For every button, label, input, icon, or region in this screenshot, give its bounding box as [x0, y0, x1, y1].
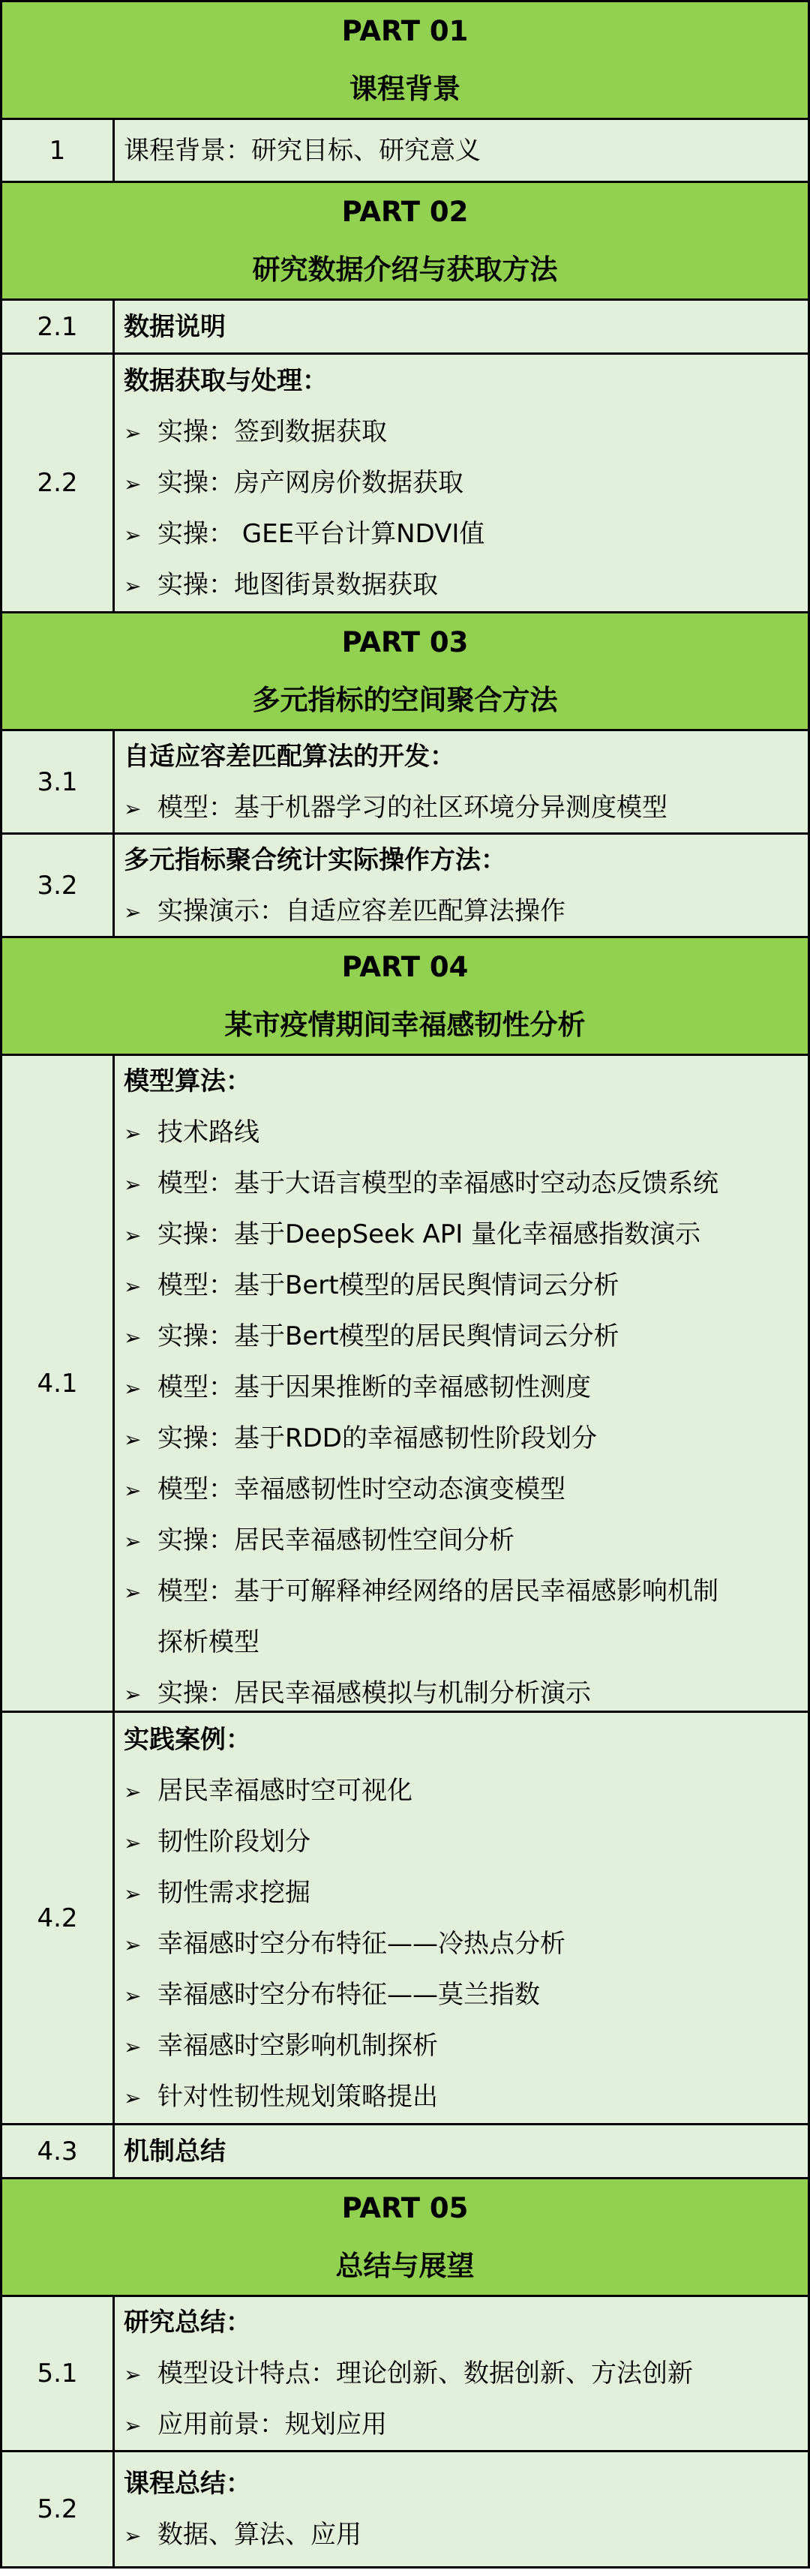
- bullet-item: [124, 1969, 808, 2020]
- item-text: 实践案例：: [124, 1724, 251, 1755]
- bullet-item: [124, 2348, 808, 2399]
- item-text: 模型设计特点：理论创新、数据创新、方法创新: [158, 2359, 693, 2389]
- item-text: 模型：基于可解释神经网络的居民幸福感影响机制: [158, 1576, 718, 1606]
- arrow-bullet-icon: ➢: [124, 2362, 142, 2387]
- part-number: PART 02: [341, 196, 469, 228]
- item-text: 实操：居民幸福感韧性空间分析: [158, 1525, 514, 1555]
- section-heading: [124, 301, 808, 352]
- section-content: [115, 731, 808, 832]
- item-text: 实操：基于RDD的幸福感韧性阶段划分: [158, 1423, 597, 1453]
- section-row: [0, 2297, 810, 2452]
- item-text: 技术路线: [158, 1117, 260, 1147]
- section-content: [115, 1713, 808, 2123]
- part-header: [0, 2179, 810, 2297]
- section-heading: [124, 731, 808, 782]
- bullet-item: [124, 1464, 808, 1515]
- section-number: 5.1: [2, 2297, 115, 2450]
- bullet-item: [124, 1362, 808, 1413]
- bullet-item: [124, 2399, 808, 2450]
- bullet-item: [124, 2071, 808, 2122]
- item-text: 模型：幸福感韧性时空动态演变模型: [158, 1474, 566, 1504]
- bullet-item-continuation: [124, 125, 808, 176]
- bullet-item: [124, 2509, 808, 2560]
- section-content: [115, 2297, 808, 2450]
- bullet-item: [124, 1566, 808, 1617]
- arrow-bullet-icon: ➢: [124, 472, 142, 496]
- bullet-item: [124, 1413, 808, 1464]
- section-row: [0, 2452, 810, 2569]
- arrow-bullet-icon: ➢: [124, 574, 142, 598]
- item-text: 居民幸福感时空可视化: [158, 1775, 412, 1806]
- arrow-bullet-icon: ➢: [124, 1881, 142, 1906]
- section-row: [0, 355, 810, 613]
- part-title: 总结与展望: [335, 2250, 475, 2282]
- section-heading: [124, 835, 808, 886]
- bullet-item: [124, 782, 808, 833]
- section-row: [0, 1713, 810, 2125]
- section-row: [0, 835, 810, 938]
- arrow-bullet-icon: ➢: [124, 2085, 142, 2110]
- item-text: 实操：基于Bert模型的居民舆情词云分析: [158, 1321, 620, 1351]
- bullet-item: [124, 2020, 808, 2071]
- item-text: 数据获取与处理：: [124, 366, 328, 396]
- arrow-bullet-icon: ➢: [124, 1529, 142, 1554]
- section-number: 5.2: [2, 2452, 115, 2566]
- bullet-item: [124, 559, 808, 610]
- bullet-item: [124, 457, 808, 508]
- item-text: 韧性阶段划分: [158, 1826, 310, 1857]
- item-text: 实操演示：自适应容差匹配算法操作: [158, 896, 566, 926]
- section-heading: [124, 1714, 808, 1765]
- arrow-bullet-icon: ➢: [124, 796, 142, 821]
- arrow-bullet-icon: ➢: [124, 1274, 142, 1299]
- section-number: 4.3: [2, 2125, 115, 2177]
- item-text: 幸福感时空分布特征——莫兰指数: [158, 1979, 540, 2010]
- section-row: [0, 731, 810, 835]
- bullet-item-continuation: [124, 1617, 808, 1668]
- part-title: 某市疫情期间幸福感韧性分析: [224, 1009, 586, 1041]
- part-number: PART 01: [341, 15, 469, 47]
- arrow-bullet-icon: ➢: [124, 1223, 142, 1248]
- section-heading: [124, 1056, 808, 1107]
- item-text: 模型：基于机器学习的社区环境分异测度模型: [158, 793, 668, 823]
- item-text: 模型：基于Bert模型的居民舆情词云分析: [158, 1270, 620, 1300]
- arrow-bullet-icon: ➢: [124, 1580, 142, 1605]
- item-text: 幸福感时空分布特征——冷热点分析: [158, 1928, 566, 1959]
- item-text: 多元指标聚合统计实际操作方法：: [124, 845, 506, 875]
- bullet-item: [124, 1260, 808, 1311]
- item-text: 实操：居民幸福感模拟与机制分析演示: [158, 1678, 591, 1708]
- section-content: [115, 120, 808, 181]
- item-text: 探析模型: [158, 1627, 260, 1657]
- item-text: 实操：基于DeepSeek API 量化幸福感指数演示: [158, 1219, 701, 1249]
- section-heading: [124, 355, 808, 406]
- bullet-item: [124, 406, 808, 457]
- arrow-bullet-icon: ➢: [124, 523, 142, 547]
- section-row: [0, 2125, 810, 2179]
- item-text: 模型：基于因果推断的幸福感韧性测度: [158, 1372, 591, 1402]
- item-text: 课程背景：研究目标、研究意义: [124, 135, 481, 166]
- section-number: 1: [2, 120, 115, 181]
- part-header: [0, 0, 810, 120]
- section-content: [115, 2452, 808, 2566]
- item-text: 实操：房产网房价数据获取: [158, 468, 464, 498]
- bullet-item: [124, 508, 808, 559]
- bullet-item: [124, 1107, 808, 1158]
- item-text: 实操： GEE平台计算NDVI值: [158, 519, 485, 549]
- bullet-item: [124, 1515, 808, 1566]
- arrow-bullet-icon: ➢: [124, 1983, 142, 2008]
- section-number: 4.2: [2, 1713, 115, 2123]
- arrow-bullet-icon: ➢: [124, 1830, 142, 1855]
- item-text: 研究总结：: [124, 2308, 251, 2338]
- section-content: [115, 1056, 808, 1711]
- part-title: 课程背景: [350, 73, 460, 105]
- arrow-bullet-icon: ➢: [124, 900, 142, 925]
- section-heading: [124, 2126, 808, 2177]
- arrow-bullet-icon: ➢: [124, 1682, 142, 1707]
- section-heading: [124, 2297, 808, 2348]
- part-number: PART 05: [341, 2192, 469, 2224]
- item-text: 应用前景：规划应用: [158, 2410, 387, 2440]
- part-title: 多元指标的空间聚合方法: [252, 684, 558, 716]
- bullet-item: [124, 1158, 808, 1209]
- bullet-item: [124, 886, 808, 937]
- item-text: 数据说明: [124, 311, 226, 342]
- arrow-bullet-icon: ➢: [124, 2034, 142, 2059]
- bullet-item: [124, 1816, 808, 1867]
- item-text: 数据、算法、应用: [158, 2520, 362, 2550]
- part-header: [0, 183, 810, 301]
- arrow-bullet-icon: ➢: [124, 1932, 142, 1957]
- arrow-bullet-icon: ➢: [124, 1376, 142, 1401]
- item-text: 实操：签到数据获取: [158, 417, 387, 447]
- item-text: 课程总结：: [124, 2469, 251, 2499]
- section-content: [115, 835, 808, 936]
- section-row: [0, 120, 810, 183]
- part-title: 研究数据介绍与获取方法: [252, 253, 558, 286]
- bullet-item: [124, 1311, 808, 1362]
- bullet-item: [124, 1918, 808, 1969]
- section-number: 2.1: [2, 301, 115, 352]
- item-text: 实操：地图街景数据获取: [158, 570, 438, 600]
- arrow-bullet-icon: ➢: [124, 2413, 142, 2438]
- item-text: 幸福感时空影响机制探析: [158, 2030, 438, 2061]
- item-text: 机制总结: [124, 2136, 226, 2167]
- arrow-bullet-icon: ➢: [124, 1779, 142, 1804]
- section-content: [115, 355, 808, 611]
- section-content: [115, 301, 808, 352]
- section-number: 3.2: [2, 835, 115, 936]
- part-number: PART 03: [341, 626, 469, 658]
- bullet-item: [124, 1668, 808, 1719]
- item-text: 自适应容差匹配算法的开发：: [124, 742, 455, 772]
- arrow-bullet-icon: ➢: [124, 1427, 142, 1452]
- part-header: [0, 938, 810, 1056]
- arrow-bullet-icon: ➢: [124, 2524, 142, 2548]
- bullet-item: [124, 1765, 808, 1816]
- part-header: [0, 613, 810, 731]
- section-row: [0, 1056, 810, 1713]
- item-text: 韧性需求挖掘: [158, 1877, 310, 1908]
- arrow-bullet-icon: ➢: [124, 1121, 142, 1146]
- item-text: 模型算法：: [124, 1066, 251, 1096]
- section-number: 4.1: [2, 1056, 115, 1711]
- section-heading: [124, 2458, 808, 2509]
- arrow-bullet-icon: ➢: [124, 1478, 142, 1503]
- part-number: PART 04: [341, 951, 469, 983]
- arrow-bullet-icon: ➢: [124, 421, 142, 445]
- section-number: 2.2: [2, 355, 115, 611]
- item-text: 针对性韧性规划策略提出: [158, 2081, 438, 2112]
- bullet-item: [124, 1867, 808, 1918]
- bullet-item: [124, 1209, 808, 1260]
- section-content: [115, 2125, 808, 2177]
- section-number: 3.1: [2, 731, 115, 832]
- item-text: 模型：基于大语言模型的幸福感时空动态反馈系统: [158, 1168, 718, 1198]
- section-row: [0, 301, 810, 355]
- arrow-bullet-icon: ➢: [124, 1325, 142, 1350]
- arrow-bullet-icon: ➢: [124, 1172, 142, 1197]
